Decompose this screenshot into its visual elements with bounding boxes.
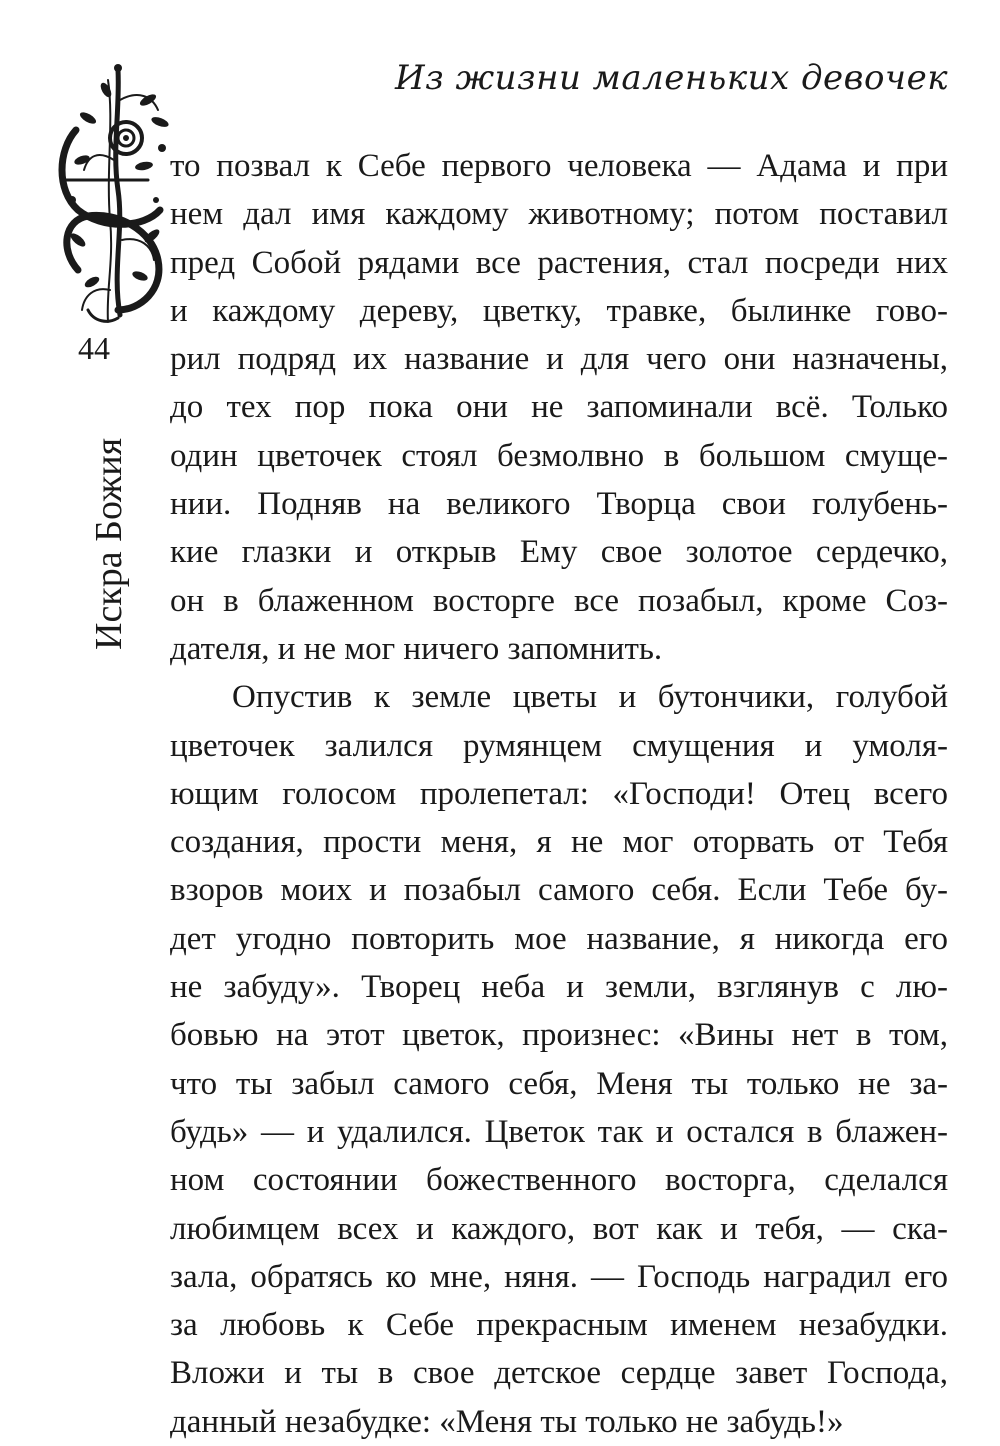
text-line: нии. Подняв на великого Творца свои голубень-	[170, 486, 948, 523]
text-line: Вложи и ты в свое детское сердце завет Господа,	[170, 1355, 948, 1392]
page-number: 44	[78, 330, 110, 366]
text-line: рил подряд их название и для чего они назначены,	[170, 341, 948, 378]
text-line: Опустив к земле цветы и бутончики, голубой	[232, 679, 948, 716]
text-line: данный незабудке: «Меня ты только не забудь!»	[170, 1403, 844, 1440]
text-line: бовью на этот цветок, произнес: «Вины нет в том,	[170, 1017, 948, 1054]
text-line: до тех пор пока они не запоминали всё. Только	[170, 389, 948, 426]
running-head: Из жизни маленьких девочек	[394, 58, 948, 98]
paragraph-1	[170, 142, 948, 673]
text-line: пред Собой рядами все растения, стал посреди них	[170, 244, 948, 281]
floral-ornament-icon	[48, 60, 178, 330]
text-line: дет угодно повторить мое название, я никогда его	[170, 920, 948, 957]
text-line: не забуду». Творец неба и земли, взглянув с лю-	[170, 969, 948, 1006]
text-line: один цветочек стоял безмолвно в большом смуще-	[170, 437, 948, 474]
text-line: за любовь к Себе прекрасным именем незабудки.	[170, 1307, 948, 1344]
text-line: что ты забыл самого себя, Меня ты только не за-	[170, 1065, 948, 1102]
text-line: он в блаженном восторге все позабыл, кроме Соз-	[170, 582, 948, 619]
text-line: кие глазки и открыв Ему свое золотое сердечко,	[170, 534, 948, 571]
text-line: будь» — и удалился. Цветок так и остался в блажен-	[170, 1113, 948, 1150]
paragraph-2	[170, 673, 948, 1446]
text-line: нем дал имя каждому животному; потом поставил	[170, 196, 948, 233]
text-line: цветочек залился румянцем смущения и умоля-	[170, 727, 948, 764]
text-line: взоров моих и позабыл самого себя. Если Тебе бу-	[170, 872, 948, 909]
text-line: зала, обратясь ко мне, няня. — Господь наградил его	[170, 1258, 948, 1295]
body-text	[170, 142, 948, 1446]
vertical-book-title: Искра Божия	[88, 437, 130, 650]
text-line: дателя, и не мог ничего запомнить.	[170, 630, 663, 667]
text-line: ющим голосом пролепетал: «Господи! Отец всего	[170, 775, 948, 812]
text-line: любимцем всех и каждого, вот как и тебя, — ска-	[170, 1210, 948, 1247]
text-line: ном состоянии божественного восторга, сделался	[170, 1162, 948, 1199]
text-line: то позвал к Себе первого человека — Адама и при	[170, 148, 948, 184]
text-line: и каждому дереву, цветку, травке, былинке гово-	[170, 292, 948, 329]
text-line: создания, прости меня, я не мог оторвать от Тебя	[170, 824, 948, 861]
